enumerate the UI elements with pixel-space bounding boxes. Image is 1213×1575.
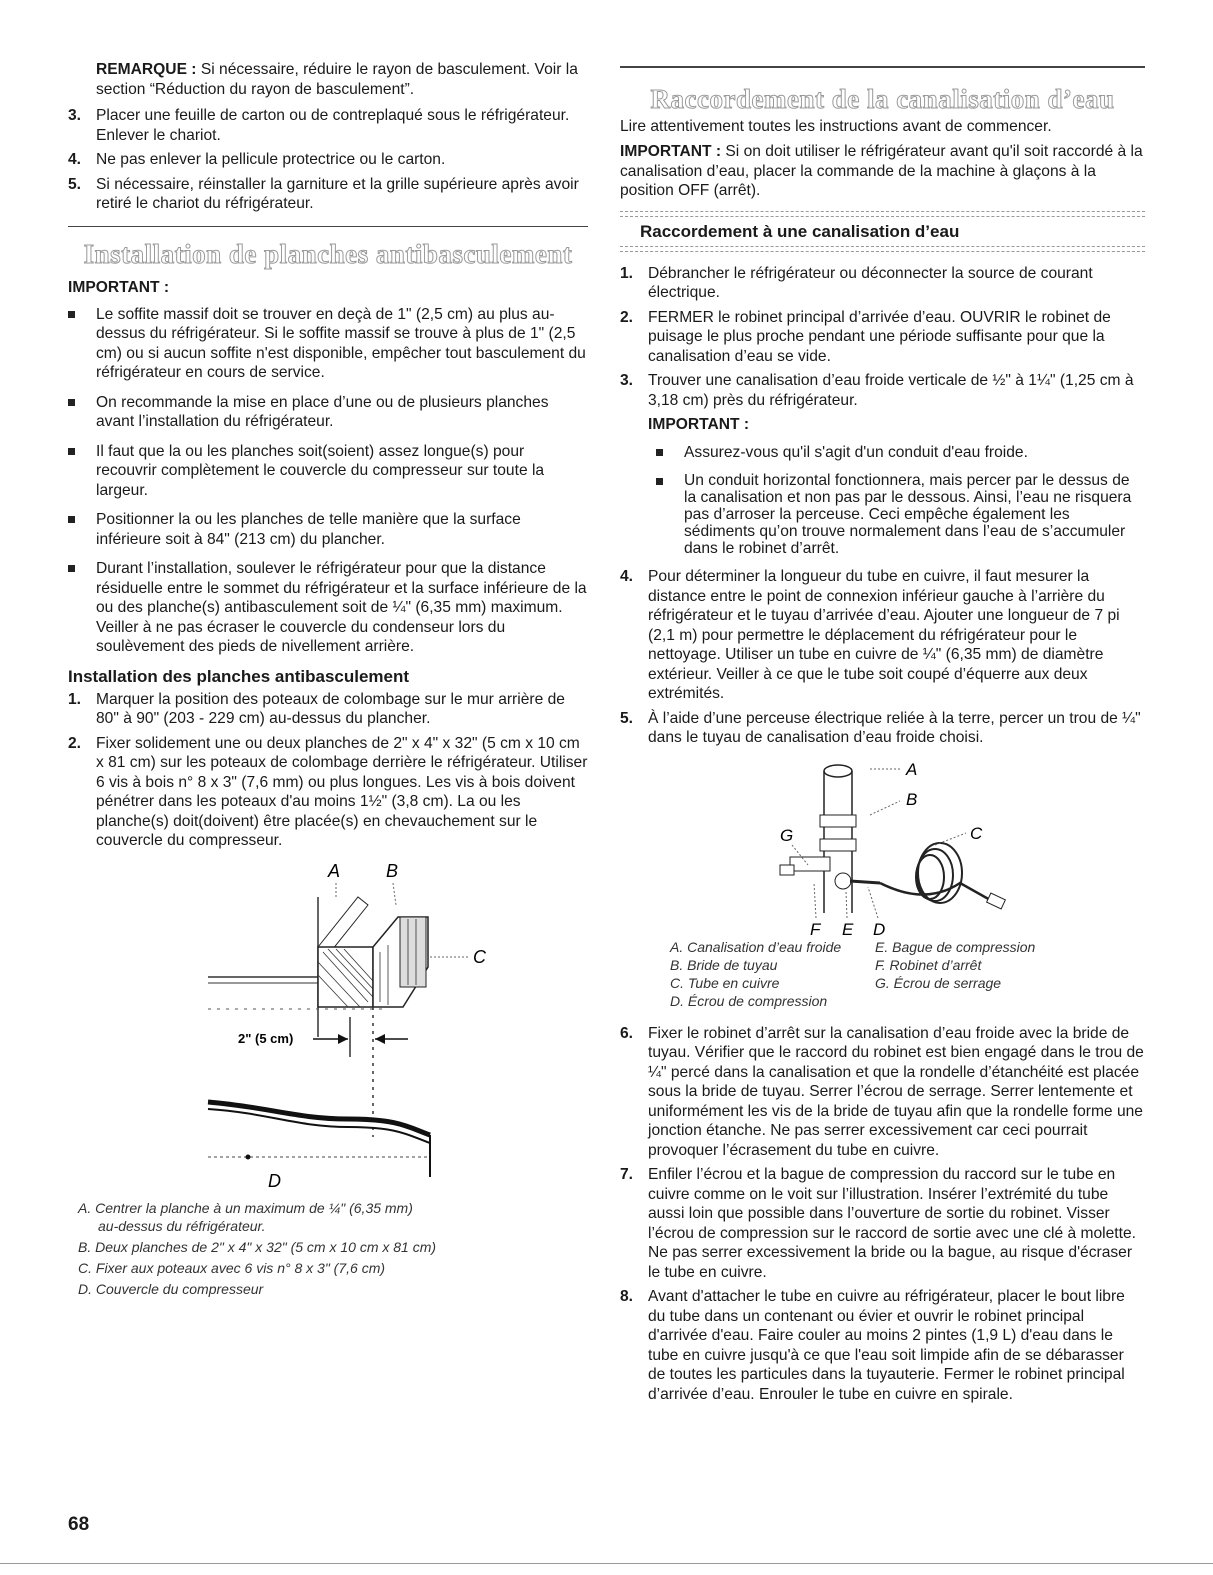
steps-list-e <box>620 1024 1145 1405</box>
valve-label-g: G <box>780 825 794 845</box>
list-item: 7. Enfiler l’écrou et la bague de compression du raccord sur le tube en cuivre comme on le voit sur l’illustration. Insérer l’extrémité du tube aussi loin que possible dans l’ouverture de sortie du robinet. Visser l’écrou de compression sur le raccord de sortie avec une clé à molette. Ne pas serrer excessivement la bride ou la bague, au risque d'écraser le tube en cuivre. <box>620 1166 1136 1281</box>
list-item: 3. Placer une feuille de carton ou de contreplaqué sous le réfrigérateur. Enlever le chariot. <box>68 107 570 144</box>
list-item: 4. Ne pas enlever la pellicule protectrice ou le carton. <box>68 151 446 168</box>
important-label-2: IMPORTANT : <box>648 416 750 433</box>
fig-dimension: 2" (5 cm) <box>238 1030 294 1046</box>
valve-label-a: A <box>906 759 918 779</box>
dashed-rule <box>620 246 1145 252</box>
caption-line: B. Bride de tuyau <box>670 956 778 973</box>
fig-label-c: C <box>473 946 486 967</box>
caption-line: au-dessus du réfrigérateur. <box>98 1217 266 1234</box>
divider <box>68 226 588 228</box>
list-item: 3. Trouver une canalisation d’eau froide verticale de ½" à 1¼" (1,25 cm à 3,18 cm) près du réfrigérateur. <box>620 372 1134 409</box>
list-item: 2. FERMER le robinet principal d’arrivée d’eau. OUVRIR le robinet de puisage le plus proche pendant une période suffisante pour que la canalisation d’eau se vide. <box>620 308 1111 365</box>
caption-line: G. Écrou de serrage <box>875 974 1002 991</box>
important-bullets-2 <box>656 443 1145 558</box>
caption-line: D. Écrou de compression <box>670 992 828 1009</box>
figure-captions-right <box>670 938 1145 1010</box>
list-item: 4. Pour déterminer la longueur du tube en cuivre, il faut mesurer la distance entre le point de connexion inférieur gauche à l’arrière du réfrigérateur et le tuyau d’arrivée d’eau. Ajouter une longueur de 7 pi (2,1 m) pour permettre le déplacement du réfrigérateur pour le nettoyage. Utiliser un tube en cuivre de ¼" (6,35 mm) de diamètre extérieur. Veiller à ce que le tube soit coupé d’équerre aux deux extrémités. <box>620 568 1120 702</box>
list-item: 2. Fixer solidement une ou deux planches de 2" x 4" x 32" (5 cm x 10 cm x 81 cm) sur les poteaux de colombage derrière le réfrigérateur. Utiliser 6 vis à bois n° 8 x 3" (7,6 mm) ou plus longues. Les vis à bois doivent pénétrer dans les poteaux d'au moins 1½" (3,8 cm). La ou les planche(s) doit(doivent) être placée(s) en chevauchement sur le couvercle du compresseur. <box>68 734 588 849</box>
important-text: Si on doit utiliser le réfrigérateur avant qu'il soit raccordé à la canalisation d’eau, placer la commande de la machine à glaçons à la position OFF (arrêt). <box>620 143 1143 199</box>
subheading-installation: Installation des planches antibasculement <box>68 666 410 686</box>
valve-label-f: F <box>810 919 821 938</box>
intro-text: Lire attentivement toutes les instructions avant de commencer. <box>620 117 1052 135</box>
caption-line: B. Deux planches de 2" x 4" x 32" (5 cm x 10 cm x 81 cm) <box>78 1238 437 1255</box>
valve-label-d: D <box>873 919 886 938</box>
caption-line: E. Bague de compression <box>875 938 1036 955</box>
important-bullets <box>68 305 588 657</box>
caption-line: C. Fixer aux poteaux avec 6 vis n° 8 x 3" (7,6 cm) <box>78 1259 386 1276</box>
caption-column <box>875 938 1035 1010</box>
list-item: 1. Débrancher le réfrigérateur ou déconnecter la source de courant électrique. <box>620 264 1093 301</box>
caption-line: F. Robinet d’arrêt <box>875 956 982 973</box>
steps-list-b <box>68 690 588 851</box>
water-valve-diagram <box>730 753 1150 938</box>
valve-label-e: E <box>842 919 854 938</box>
important-note <box>620 142 1145 201</box>
fig-label-a: A <box>328 860 341 881</box>
caption-line: A. Centrer la planche à un maximum de ¼" (6,35 mm) <box>78 1199 413 1216</box>
page-number: 68 <box>68 1514 90 1535</box>
figure-captions-left <box>68 1199 588 1298</box>
steps-list-a <box>68 106 588 214</box>
list-item: 6. Fixer le robinet d’arrêt sur la canalisation d’eau froide avec la bride de tuyau. Vérifier que le raccord du robinet est bien engagé dans le trou de ¼" percé dans la canalisation et que la rondelle d’étanchéité est placée sous la bride de tuyau. Serrer l’écrou de serrage. Serrer lentemente et uniformément les vis de la bride de tuyau afin que la rondelle forme une jonction étanche. Ne pas serrer excessivement car ceci pourrait provoquer l’écrasement du tube en cuivre. <box>620 1024 1144 1159</box>
antitip-board-diagram <box>168 857 588 1197</box>
list-item: Un conduit horizontal fonctionnera, mais percer par le dessus de la canalisation et non pas par le dessous. Ainsi, l’eau ne risquera pas d’arroser la perceuse. Ceci empêche également les sédiments qu’on trouve normalement dans l’eau de s’accumuler dans le robinet d’arrêt. <box>656 472 1145 557</box>
list-item: Le soffite massif doit se trouver en deçà de 1" (2,5 cm) au plus au-dessus du réfrigérateur. Si le soffite massif se trouve à plus de 1" (2,5 cm) ou si aucun soffite n'est disponible, empêcher tout basculement du réfrigérateur en cours de service. <box>68 305 588 383</box>
steps-list-c <box>620 264 1145 411</box>
right-column <box>620 66 1145 1409</box>
fig-label-b: B <box>386 860 399 881</box>
bottom-rule <box>0 1563 1213 1564</box>
list-item: Positionner la ou les planches de telle manière que la surface inférieure soit à 84" (213 cm) du plancher. <box>68 510 588 549</box>
divider <box>620 66 1145 68</box>
list-item: On recommande la mise en place d’une ou de plusieurs planches avant l’installation du réfrigérateur. <box>68 393 588 432</box>
remarque-label: REMARQUE : <box>96 61 197 78</box>
list-item: Assurez-vous qu'il s'agit d'un conduit d'eau froide. <box>656 443 1145 463</box>
caption-column <box>670 938 875 1010</box>
steps-list-d <box>620 567 1145 748</box>
fig-label-d: D <box>268 1170 281 1191</box>
caption-line: C. Tube en cuivre <box>670 974 780 991</box>
important-label: IMPORTANT : <box>620 143 722 160</box>
list-item: 8. Avant d'attacher le tube en cuivre au réfrigérateur, placer le bout libre du tube dans un contenant ou évier et ouvrir le robinet principal d'arrivée d'eau. Faire couler au moins 2 pintes (1,9 L) d'eau dans le tube en cuivre jusqu'à ce que l'eau soit limpide afin de se débarasser de toutes les particules dans la tuyauterie. Fermer le robinet principal d’arrivée d’eau. Enrouler le tube en cuivre en spirale. <box>620 1288 1125 1403</box>
caption-line: D. Couvercle du compresseur <box>78 1280 264 1297</box>
list-item: 5. Si nécessaire, réinstaller la garniture et la grille supérieure après avoir retiré le chariot du réfrigérateur. <box>68 175 579 212</box>
subheading-raccordement: Raccordement à une canalisation d’eau <box>640 221 960 241</box>
valve-label-c: C <box>970 823 983 843</box>
remarque-text: Si nécessaire, réduire le rayon de basculement. Voir la section “Réduction du rayon de basculement”. <box>96 61 578 98</box>
valve-label-b: B <box>906 789 918 809</box>
important-label: IMPORTANT : <box>68 279 170 296</box>
caption-line: A. Canalisation d’eau froide <box>670 938 842 955</box>
list-item: Durant l’installation, soulever le réfrigérateur pour que la distance résiduelle entre le sommet du réfrigérateur et la surface inférieure de la ou des planche(s) antibasculement soit de ¼" (6,35 mm) maximum. Veiller à ne pas écraser le couvercle du condenseur lors du soulèvement des pieds de nivellement arrière. <box>68 559 588 657</box>
section-title-canalisation: Raccordement de la canalisation d’eau <box>650 83 1115 114</box>
dashed-rule <box>620 211 1145 217</box>
list-item: 1. Marquer la position des poteaux de colombage sur le mur arrière de 80" à 90" (203 - 229 cm) au-dessus du plancher. <box>68 690 565 727</box>
section-title-antibasculement: Installation de planches antibasculement <box>83 239 573 269</box>
list-item: 5. À l’aide d’une perceuse électrique reliée à la terre, percer un trou de ¼" dans le tuyau de canalisation d’eau froide choisi. <box>620 709 1141 746</box>
list-item: Il faut que la ou les planches soit(soient) assez longue(s) pour recouvrir complètement le couvercle du compresseur sur toute la largeur. <box>68 442 588 501</box>
left-column <box>68 60 588 1298</box>
remarque-note <box>68 60 588 99</box>
